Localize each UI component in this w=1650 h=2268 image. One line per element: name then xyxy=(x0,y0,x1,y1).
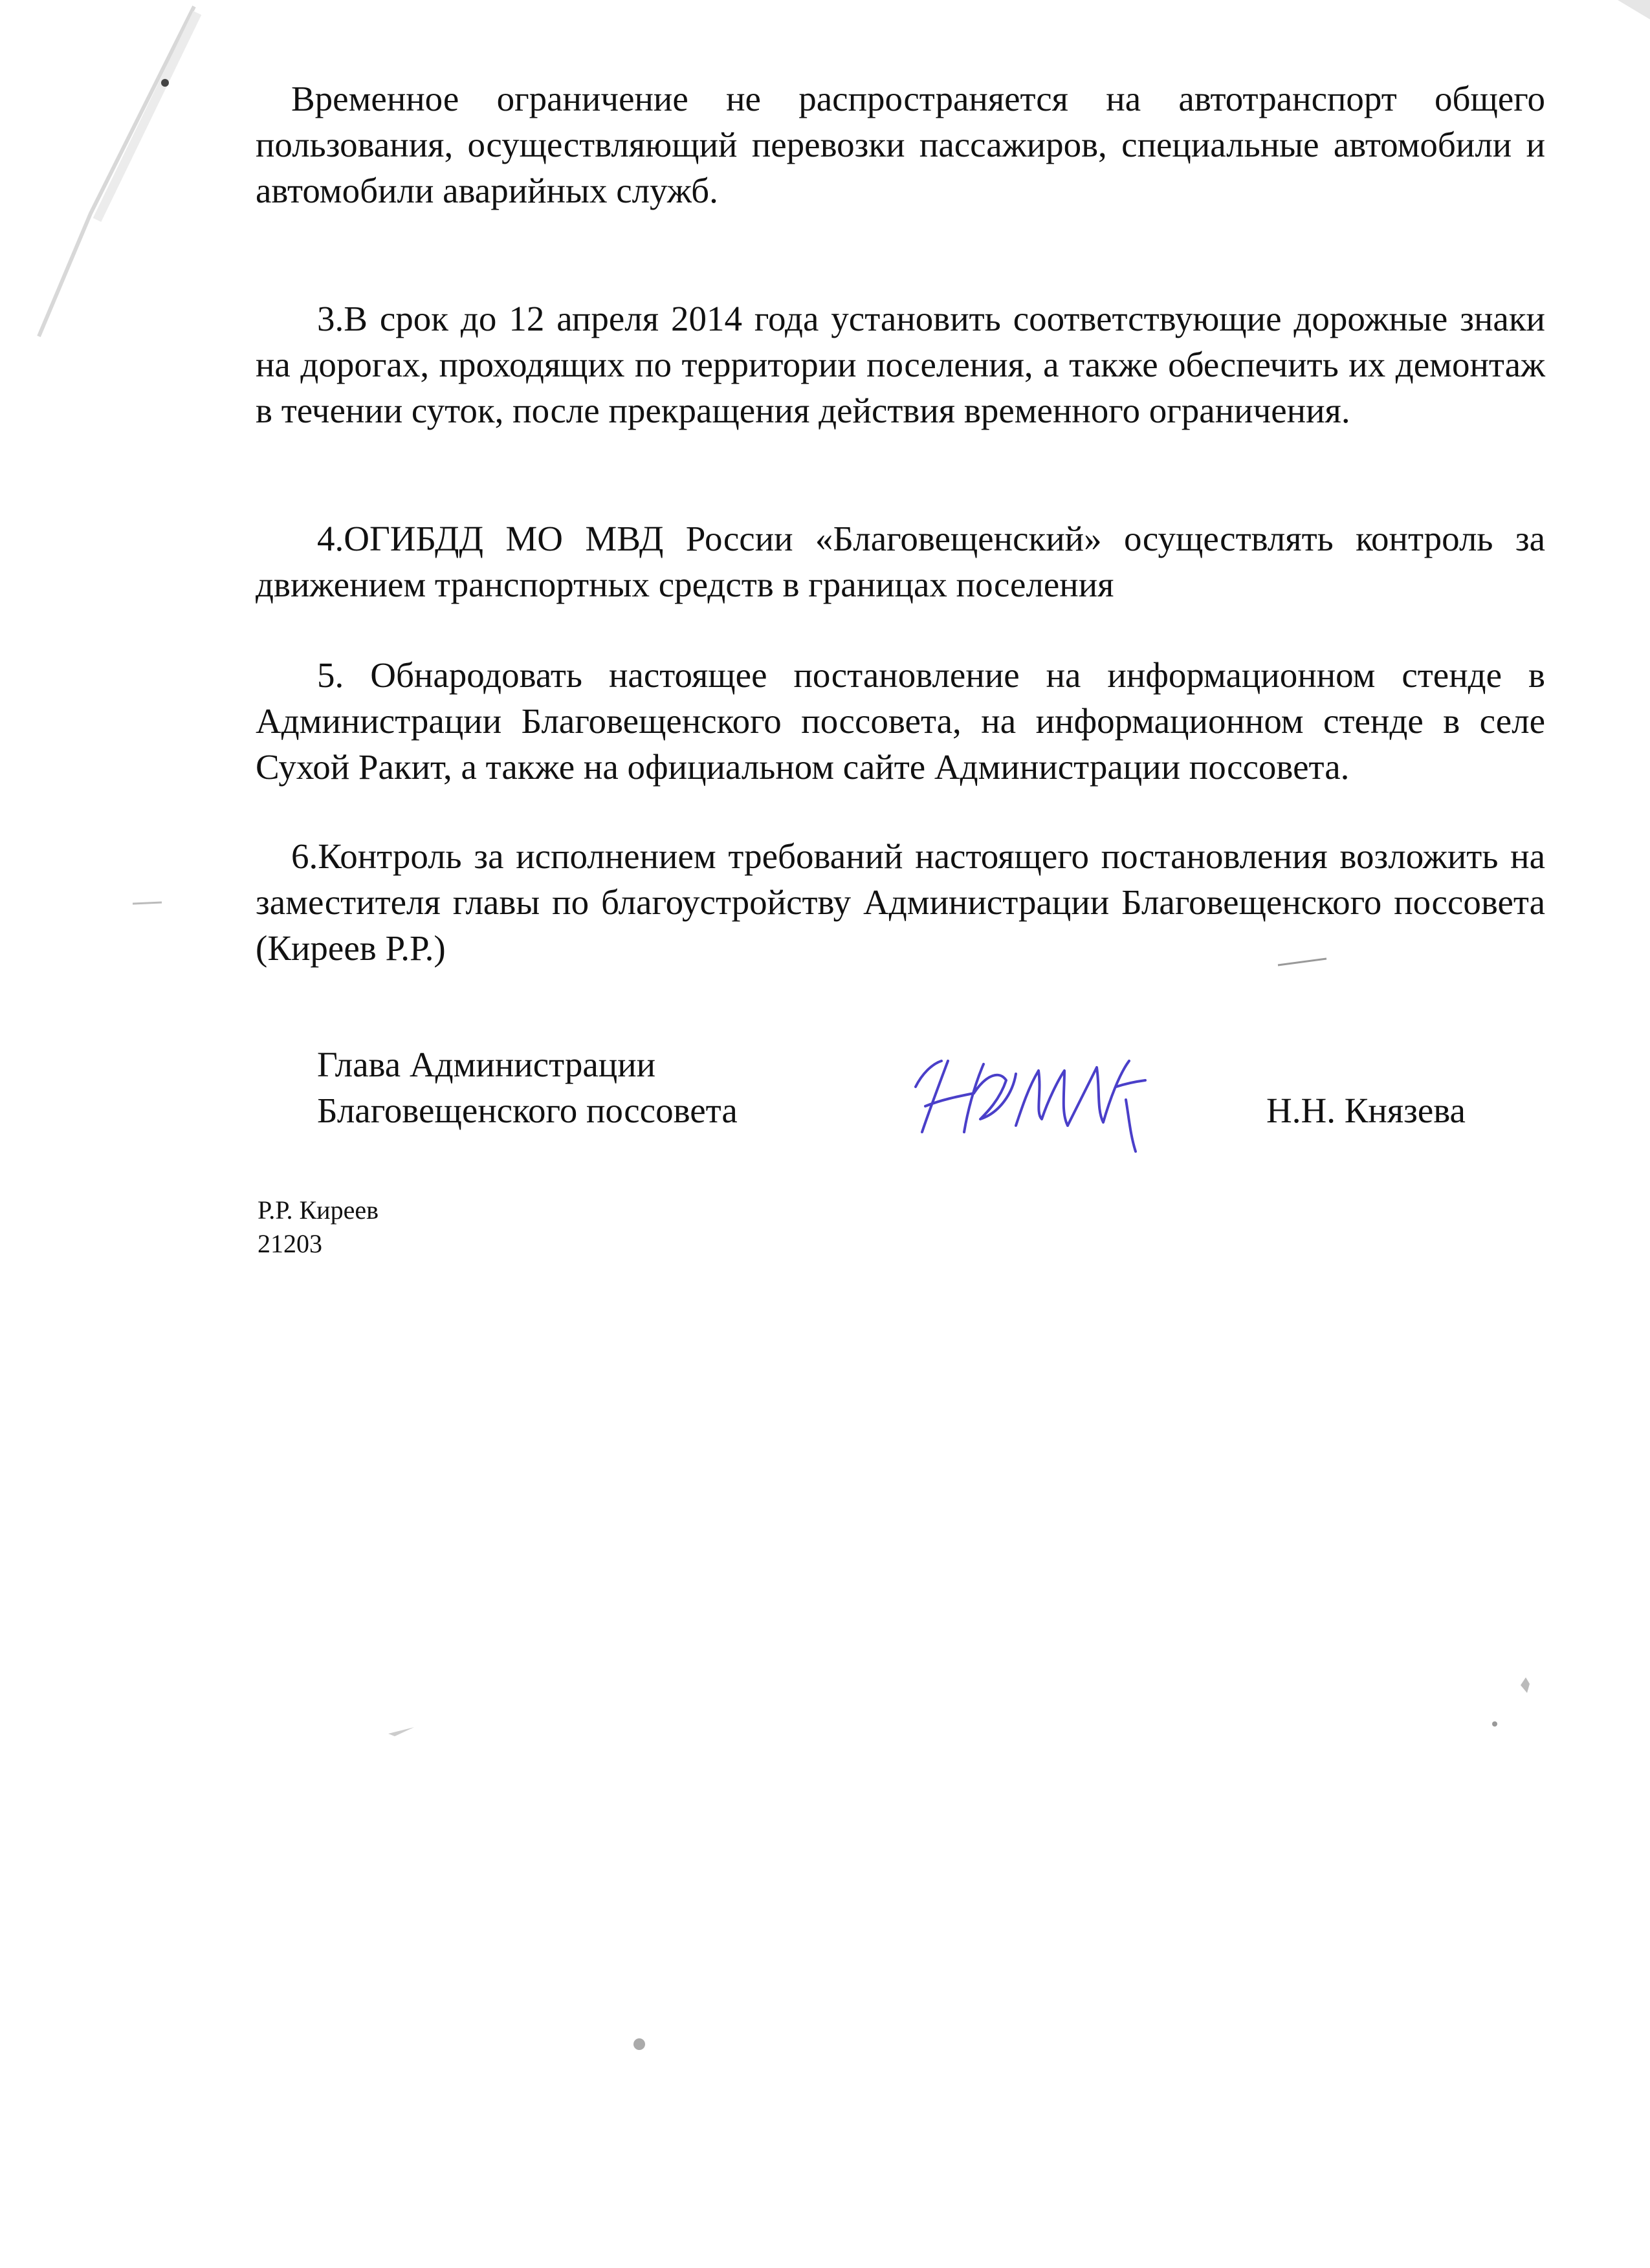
paragraph-item-5: 5. Обнародовать настоящее постановление на информационном стенде в Администрации Благовещенского поссовета, на информационном стенде в селе Сухой Ракит, а также на официальном сайте Администрации поссовета. xyxy=(256,655,1545,787)
signatory-title-line1: Глава Администрации xyxy=(317,1045,656,1084)
signatory-name: Н.Н. Князева xyxy=(1266,1091,1466,1130)
paragraph-item-3: 3.В срок до 12 апреля 2014 года установить соответствующие дорожные знаки на дорогах, проходящих по территории поселения, а также обеспечить их демонтаж в течении суток, после прекращения действия временного ограничения. xyxy=(256,299,1545,430)
handwritten-signature xyxy=(903,1035,1161,1158)
paragraph-item-6: 6.Контроль за исполнением требований настоящего постановления возложить на заместителя главы по благоустройству Администрации Благовещенского поссовета (Киреев Р.Р.) xyxy=(256,836,1545,968)
signatory-title-line2: Благовещенского поссовета xyxy=(317,1091,738,1130)
paragraph-item-4: 4.ОГИБДД МО МВД России «Благовещенский» осуществлять контроль за движением транспортных средств в границах поселения xyxy=(256,519,1545,604)
executor-name: Р.Р. Киреев xyxy=(258,1195,379,1225)
executor-phone: 21203 xyxy=(258,1229,322,1258)
executor-info xyxy=(258,1194,379,1261)
paragraph-exception: Временное ограничение не распространяется на автотранспорт общего пользования, осуществляющий перевозки пассажиров, специальные автомобили и автомобили аварийных служб. xyxy=(256,79,1545,210)
signatory-title xyxy=(317,1041,738,1133)
